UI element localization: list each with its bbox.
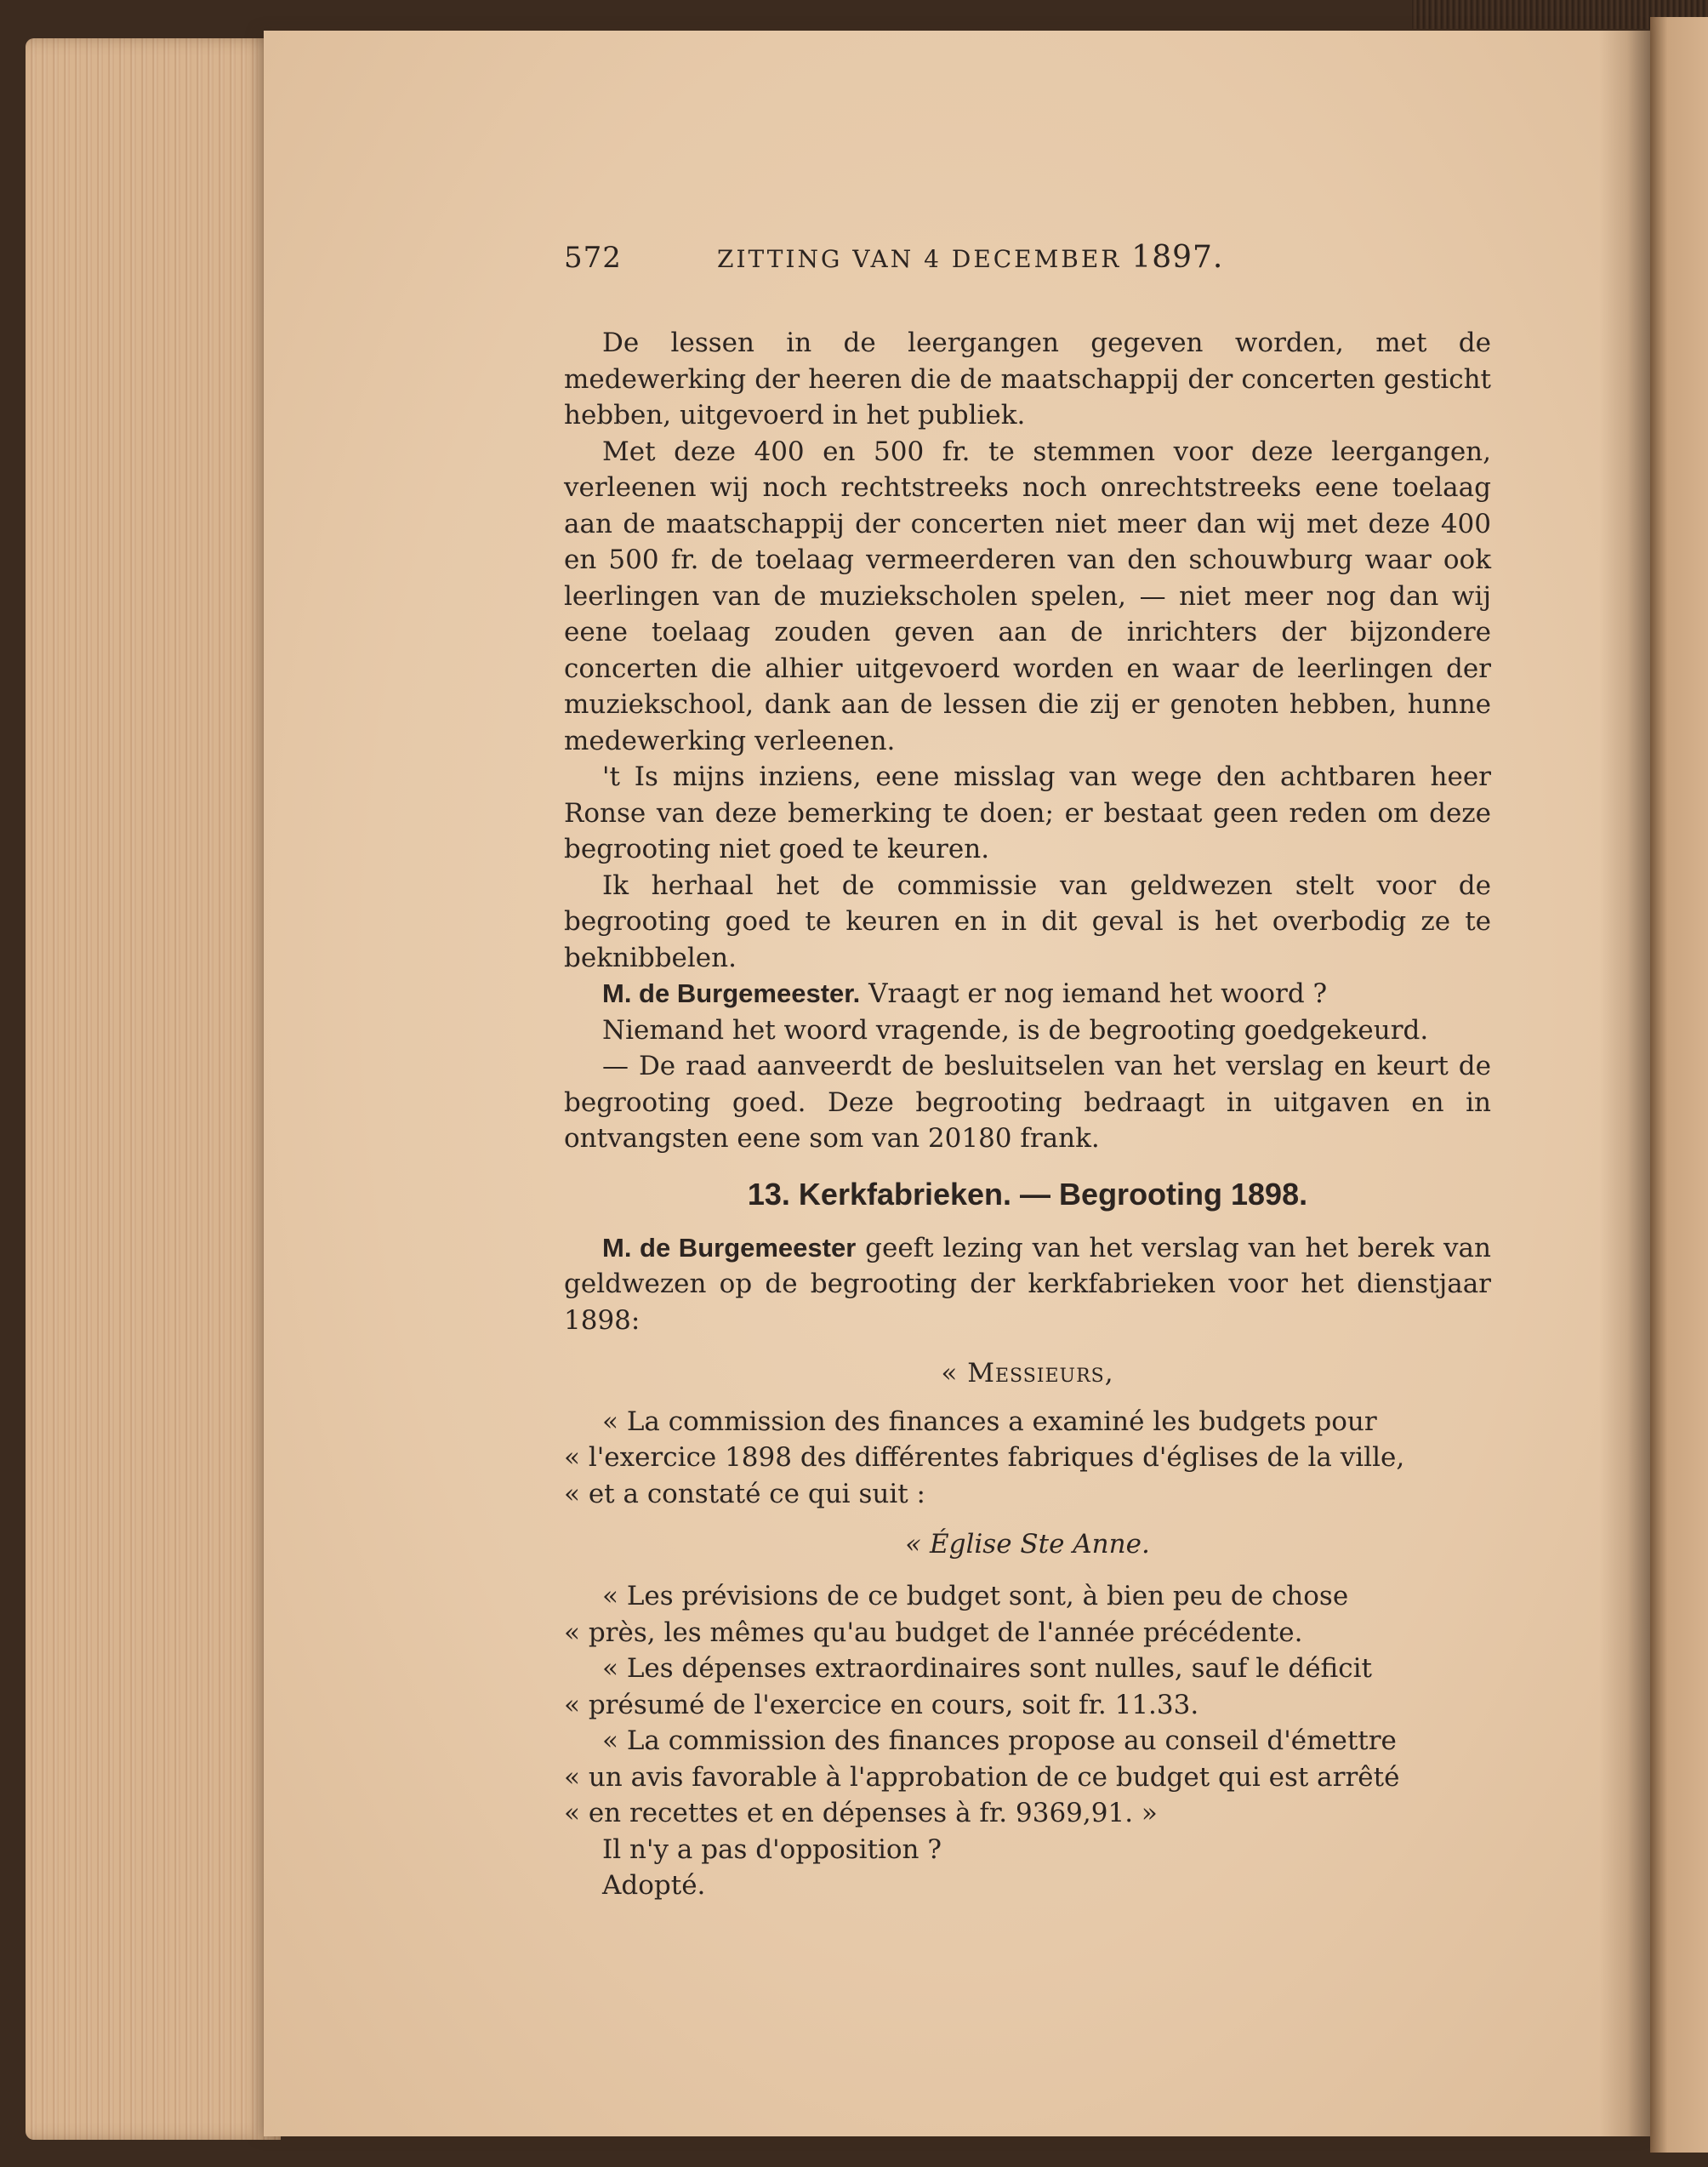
closing-question: Il n'y a pas d'opposition ? [602,1833,942,1865]
section-title: 13. Kerkfabrieken. — Begrooting 1898. [747,1176,1308,1212]
salutation-text: Messieurs, [967,1358,1114,1389]
speaker-name: M. de Burgemeester. [602,978,861,1008]
church-heading: « Église Ste Anne. [905,1529,1150,1560]
paragraph: — De raad aanveerdt de besluitselen van het verslag en keurt de begrooting goed. Deze begrooting bedraagt in uitgaven en in ontvangsten eene som van 20180 frank. [564,1051,1491,1154]
report-line: « La commission des finances a examiné les budgets pour [602,1406,1377,1437]
closing-result: Adopté. [602,1870,706,1901]
report-line: « l'exercice 1898 des différentes fabriques d'églises de la ville, [564,1442,1405,1473]
speaker-paragraph [564,976,1491,1012]
report-line: « et a constaté ce qui suit : [564,1478,925,1509]
running-head [717,240,1223,278]
report-line: « Les prévisions de ce budget sont, à bien peu de chose [602,1581,1349,1611]
salutation [564,1355,1491,1392]
speaker-text: geeft lezing van het verslag van het berek van geldwezen op de begrooting der kerkfabrieken voor het dienstjaar 1898: [564,1232,1491,1336]
quote-mark: « [941,1358,968,1389]
report-line: « un avis favorable à l'approbation de ce budget qui est arrêté [564,1761,1400,1793]
paragraph: 't Is mijns inziens, eene misslag van wege den achtbaren heer Ronse van deze bemerking te doen; er bestaat geen reden om deze begrooting niet goed te keuren. [564,761,1491,864]
page-gutter-shadow [1599,31,1650,2136]
report-line: « présumé de l'exercice en cours, soit fr. 11.33. [564,1689,1199,1720]
facing-page-edge [1650,17,1708,2153]
paragraph: De lessen in de leergangen gegeven worden, met de medewerking der heeren die de maatschappij der concerten gesticht hebben, uitgevoerd in het publiek. [564,328,1491,431]
running-head-year: 1897. [1131,240,1224,275]
page-text [564,237,1491,1904]
paragraph: Ik herhaal het de commissie van geldwezen stelt voor de begrooting goed te keuren en in dit geval is het overbodig ze te beknibbelen. [564,870,1491,973]
report-line: « Les dépenses extraordinaires sont nulles, sauf le déficit [602,1653,1372,1684]
page-number: 572 [564,241,622,275]
page-edges [26,38,281,2140]
speaker-text: Vraagt er nog iemand het woord ? [860,978,1328,1009]
report-line: « près, les mêmes qu'au budget de l'année précédente. [564,1617,1303,1648]
paragraph: Niemand het woord vragende, is de begrooting goedgekeurd. [602,1014,1429,1046]
running-head-text: ZITTING VAN 4 DECEMBER [717,245,1122,273]
report-line: « La commission des finances propose au conseil d'émettre [602,1725,1397,1756]
paragraph: Met deze 400 en 500 fr. te stemmen voor deze leergangen, verleenen wij noch rechtstreeks noch onrechtstreeks eene toelaag aan de maatschappij der concerten niet meer dan wij met deze 400 en 500 fr. de toelaag vermeerderen van den schouwburg waar ook leerlingen van de muziekscholen spelen, — niet meer nog dan wij eene toelaag zouden geven aan de inrichters der bijzondere concerten die alhier uitgevoerd worden en waar de leerlingen der muziekschool, dank aan de lessen die zij er genoten hebben, hunne medewerking verleenen. [564,436,1491,756]
report-line: « en recettes et en dépenses à fr. 9369,91. » [564,1798,1158,1828]
speaker-name: M. de Burgemeester [602,1232,857,1263]
speaker-paragraph [564,1230,1491,1339]
page-header [564,240,1491,325]
